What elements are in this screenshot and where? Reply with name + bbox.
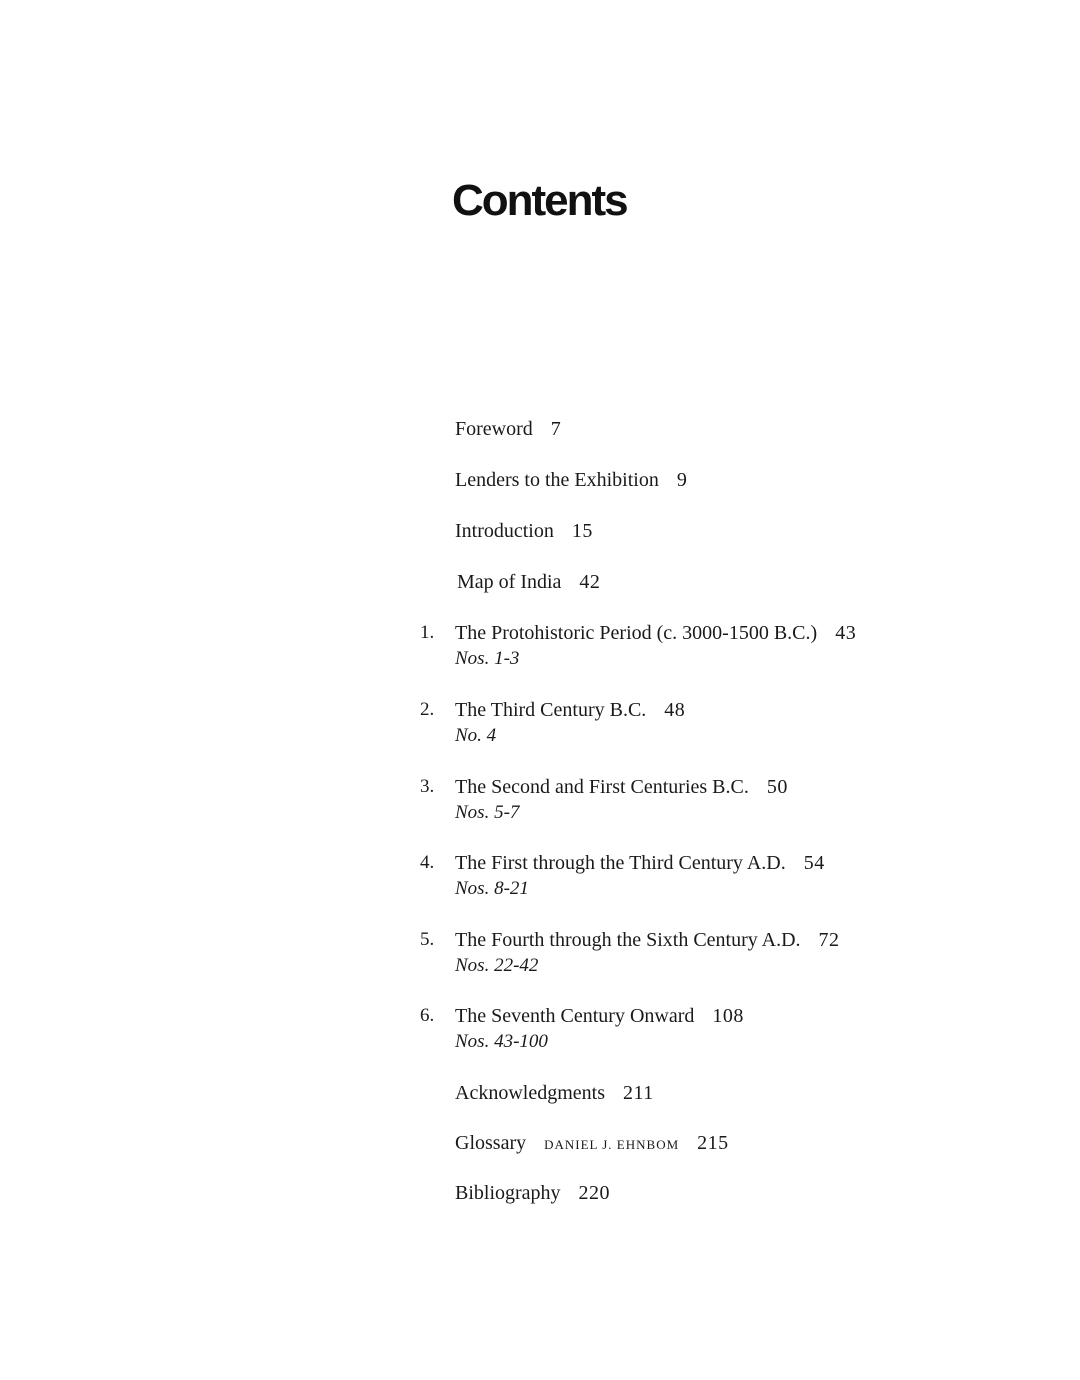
chapter-number: 5. <box>420 929 435 950</box>
toc-entry-introduction[interactable] <box>420 518 940 544</box>
entry-catalogue-range: Nos. 43-100 <box>455 1031 548 1052</box>
entry-page: 108 <box>712 1005 744 1027</box>
toc-entry-chapter-3[interactable] <box>420 774 940 826</box>
chapter-number: 2. <box>420 699 435 720</box>
entry-page: 54 <box>803 852 825 874</box>
entry-title: Bibliography <box>455 1182 561 1204</box>
entry-title: The Fourth through the Sixth Century A.D. <box>455 929 801 951</box>
entry-page: 72 <box>818 929 840 951</box>
entry-page: 15 <box>571 520 593 542</box>
toc-entry-chapter-6[interactable] <box>420 1003 940 1055</box>
entry-page: 9 <box>676 469 688 491</box>
entry-author: DANIEL J. EHNBOM <box>544 1137 680 1152</box>
entry-catalogue-range: No. 4 <box>455 725 497 746</box>
entry-title: The Second and First Centuries B.C. <box>455 776 749 798</box>
toc-entry-chapter-4[interactable] <box>420 850 940 902</box>
entry-page: 50 <box>766 776 788 798</box>
entry-title: The Third Century B.C. <box>455 699 647 721</box>
entry-title: Foreword <box>455 418 533 440</box>
chapter-number: 4. <box>420 852 435 873</box>
toc-entry-chapter-5[interactable] <box>420 927 940 979</box>
entry-catalogue-range: Nos. 1-3 <box>455 648 520 669</box>
entry-title: The Seventh Century Onward <box>455 1005 695 1027</box>
chapter-number: 6. <box>420 1005 435 1026</box>
toc-entry-chapter-1[interactable] <box>420 620 940 672</box>
entry-page: 215 <box>697 1132 729 1154</box>
entry-catalogue-range: Nos. 8-21 <box>455 878 529 899</box>
entry-title: Acknowledgments <box>455 1082 605 1104</box>
entry-page: 43 <box>835 622 857 644</box>
entry-page: 211 <box>622 1082 654 1104</box>
toc-entry-acknowledgments[interactable] <box>420 1080 940 1106</box>
chapter-number: 1. <box>420 622 435 643</box>
page-title: Contents <box>452 176 627 226</box>
toc-entry-bibliography[interactable] <box>420 1180 940 1206</box>
chapter-number: 3. <box>420 776 435 797</box>
entry-title: The Protohistoric Period (c. 3000-1500 B.C.) <box>455 622 818 644</box>
entry-page: 48 <box>664 699 686 721</box>
entry-page: 42 <box>579 571 601 593</box>
toc-entry-glossary[interactable] <box>420 1130 940 1158</box>
entry-page: 7 <box>550 418 562 440</box>
toc-entry-foreword[interactable] <box>420 416 940 442</box>
entry-page: 220 <box>578 1182 611 1204</box>
entry-catalogue-range: Nos. 5-7 <box>455 802 520 823</box>
entry-title: Introduction <box>455 520 554 542</box>
toc-entry-lenders[interactable] <box>420 467 940 493</box>
entry-title: Lenders to the Exhibition <box>455 469 659 491</box>
entry-title: The First through the Third Century A.D. <box>455 852 786 874</box>
entry-title: Map of India <box>457 571 562 593</box>
toc-entry-map-of-india[interactable] <box>420 569 940 595</box>
toc-entry-chapter-2[interactable] <box>420 697 940 749</box>
entry-title: Glossary <box>455 1132 527 1154</box>
entry-catalogue-range: Nos. 22-42 <box>455 955 539 976</box>
